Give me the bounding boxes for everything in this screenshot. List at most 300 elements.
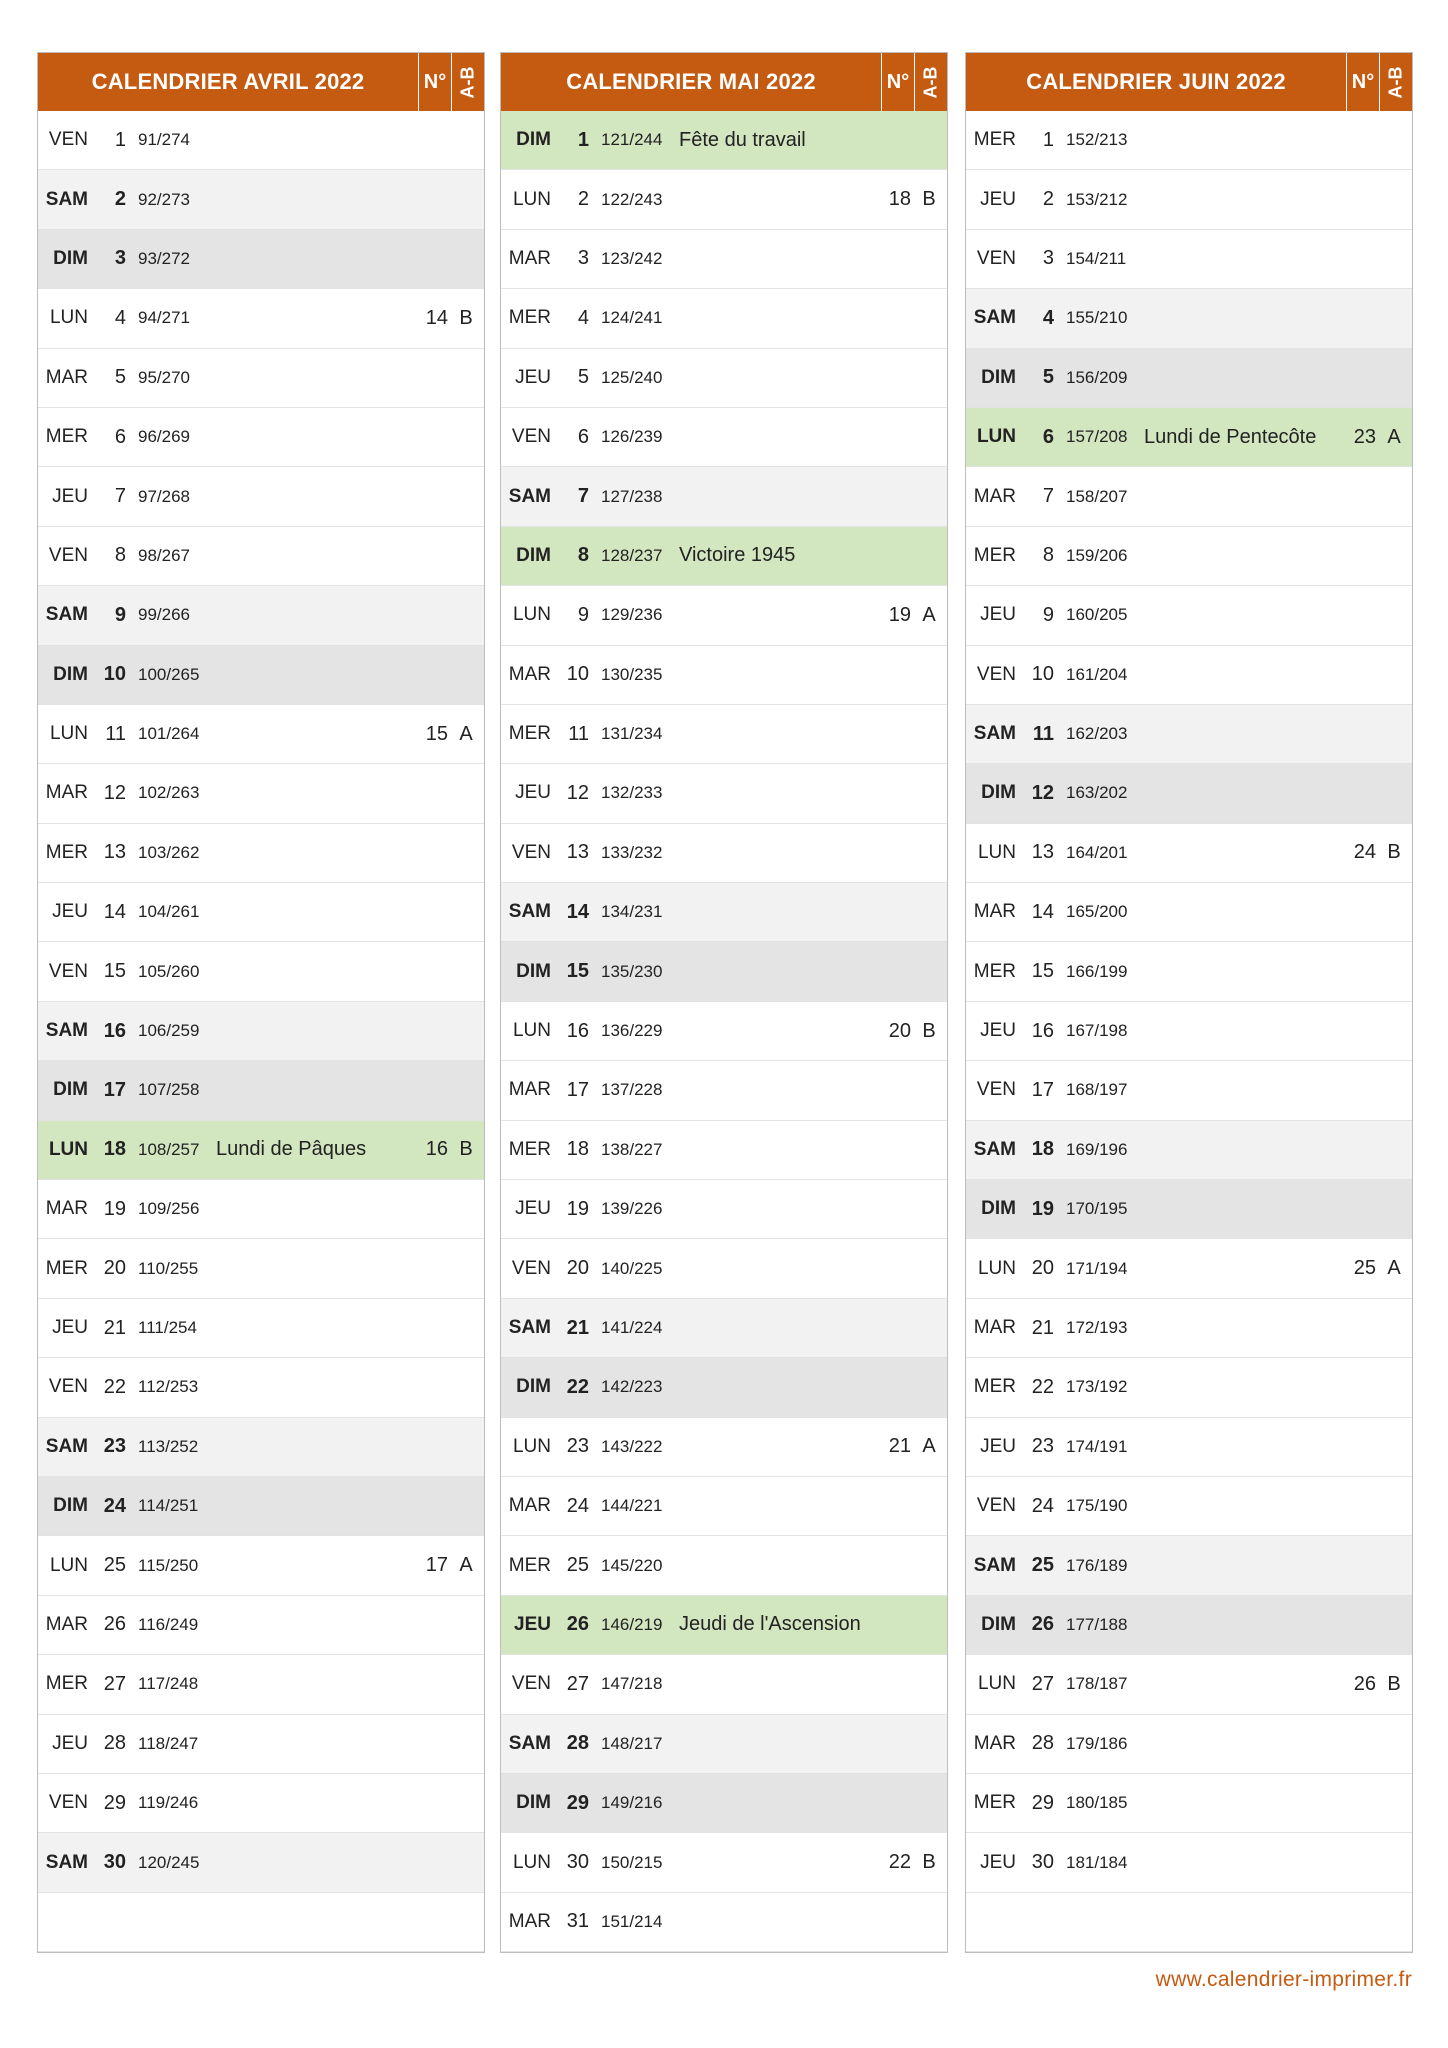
day-of-week: DIM: [53, 1495, 88, 1517]
day-row: [966, 467, 1412, 526]
day-number: 28: [566, 1732, 589, 1755]
day-of-week: SAM: [508, 1732, 551, 1754]
week-number: 17: [425, 1554, 448, 1577]
day-row: [38, 1418, 484, 1477]
day-of-week: SAM: [973, 1554, 1016, 1576]
event-label: Victoire 1945: [679, 544, 796, 567]
day-of-week: MAR: [508, 247, 551, 269]
day-of-year: 132/233: [601, 783, 663, 803]
day-row: [38, 764, 484, 823]
day-of-year: 122/243: [601, 189, 663, 209]
day-of-week: VEN: [976, 1495, 1016, 1517]
day-of-year: 179/186: [1066, 1733, 1128, 1753]
ab-week: B: [1387, 841, 1401, 864]
day-of-year: 178/187: [1066, 1674, 1128, 1694]
ab-week: A: [922, 1435, 936, 1458]
day-number: 30: [1031, 1851, 1054, 1874]
day-number: 18: [566, 1138, 589, 1161]
week-number: 22: [888, 1851, 911, 1874]
day-number: 27: [1031, 1672, 1054, 1695]
day-of-week: DIM: [981, 366, 1016, 388]
day-row: [38, 170, 484, 229]
day-row: [38, 1596, 484, 1655]
day-of-week: MER: [508, 307, 551, 329]
day-row: [966, 1774, 1412, 1833]
day-of-year: 129/236: [601, 605, 663, 625]
day-of-year: 91/274: [138, 130, 190, 150]
day-row: [966, 1477, 1412, 1536]
day-row: [966, 1715, 1412, 1774]
month-title: CALENDRIER AVRIL 2022: [91, 69, 365, 94]
day-row: [501, 1180, 947, 1239]
day-of-year: 153/212: [1066, 189, 1128, 209]
day-row: [501, 1002, 947, 1061]
day-of-year: 159/206: [1066, 545, 1128, 565]
day-number: 9: [577, 603, 589, 626]
day-of-year: 155/210: [1066, 308, 1128, 328]
day-row: [966, 1121, 1412, 1180]
day-of-week: VEN: [511, 1257, 551, 1279]
day-row: [966, 1418, 1412, 1477]
day-of-week: VEN: [48, 1792, 88, 1814]
day-row: [38, 1655, 484, 1714]
day-of-week: JEU: [52, 901, 88, 923]
day-number: 27: [566, 1672, 589, 1695]
day-number: 2: [114, 188, 126, 211]
day-row: [38, 1715, 484, 1774]
day-number: 24: [566, 1494, 589, 1517]
day-of-week: JEU: [52, 485, 88, 507]
day-of-year: 160/205: [1066, 605, 1128, 625]
day-of-year: 137/228: [601, 1080, 663, 1100]
day-number: 15: [103, 960, 126, 983]
week-number: 19: [888, 603, 911, 626]
day-of-week: MER: [45, 1257, 88, 1279]
day-row: [501, 1121, 947, 1180]
day-row: [966, 527, 1412, 586]
day-of-week: JEU: [980, 188, 1016, 210]
day-of-week: JEU: [515, 782, 551, 804]
ab-week: B: [922, 1851, 936, 1874]
day-of-year: 97/268: [138, 486, 190, 506]
day-row: [38, 1833, 484, 1892]
day-of-week: SAM: [508, 1317, 551, 1338]
day-of-week: MER: [508, 1138, 551, 1160]
day-row: [501, 230, 947, 289]
day-of-week: SAM: [973, 723, 1016, 745]
day-number: 16: [566, 1019, 589, 1042]
day-of-year: 131/234: [601, 724, 663, 744]
day-of-week: MAR: [508, 1910, 551, 1932]
day-of-year: 117/248: [138, 1674, 199, 1694]
day-of-week: LUN: [512, 604, 551, 626]
day-number: 17: [566, 1078, 589, 1101]
day-row: [38, 408, 484, 467]
day-of-week: LUN: [977, 841, 1016, 863]
day-of-week: VEN: [511, 426, 551, 448]
ab-week-header-label: A-B: [457, 66, 478, 98]
day-of-year: 114/251: [138, 1496, 199, 1516]
day-row: [966, 170, 1412, 229]
day-row: [38, 467, 484, 526]
day-of-year: 138/227: [601, 1139, 663, 1159]
day-row: [501, 1715, 947, 1774]
day-of-year: 167/198: [1066, 1021, 1128, 1041]
day-of-year: 121/244: [601, 130, 663, 150]
day-row: [38, 1536, 484, 1595]
day-of-year: 150/215: [601, 1852, 663, 1872]
day-row: [501, 467, 947, 526]
day-number: 21: [103, 1316, 126, 1339]
day-of-year: 92/273: [138, 189, 190, 209]
day-number: 6: [577, 425, 589, 448]
week-number: 16: [425, 1138, 448, 1161]
day-of-week: LUN: [512, 188, 551, 210]
day-row: [966, 1833, 1412, 1892]
day-number: 4: [1042, 306, 1054, 329]
day-row: [501, 1774, 947, 1833]
day-number: 15: [566, 960, 589, 983]
ab-week-header: [914, 53, 947, 111]
day-of-week: DIM: [981, 782, 1016, 804]
day-number: 14: [566, 900, 589, 923]
day-of-week: LUN: [49, 307, 88, 329]
day-of-week: SAM: [508, 485, 551, 507]
day-of-year: 140/225: [601, 1258, 663, 1278]
day-number: 12: [1031, 781, 1054, 804]
ab-week-header-label: A-B: [920, 66, 941, 98]
day-of-week: VEN: [48, 544, 88, 566]
day-row: [966, 1893, 1412, 1952]
day-of-week: SAM: [973, 1138, 1016, 1160]
day-of-week: VEN: [48, 129, 88, 151]
week-number: 20: [888, 1019, 911, 1042]
day-row: [966, 764, 1412, 823]
week-number-header: N°: [1346, 53, 1379, 111]
day-row: [966, 1002, 1412, 1061]
month-june: [965, 52, 1413, 1953]
ab-week: B: [459, 1138, 473, 1161]
day-row: [966, 942, 1412, 1001]
day-number: 11: [105, 722, 126, 745]
day-rows: [966, 111, 1412, 1952]
day-of-week: MAR: [45, 1198, 88, 1220]
day-number: 9: [1042, 603, 1054, 626]
day-of-year: 145/220: [601, 1555, 663, 1575]
day-number: 4: [114, 306, 126, 329]
day-number: 7: [114, 485, 126, 508]
ab-week: A: [459, 1554, 473, 1577]
day-of-year: 99/266: [138, 605, 190, 625]
day-row: [501, 527, 947, 586]
day-of-year: 103/262: [138, 842, 200, 862]
day-of-year: 163/202: [1066, 783, 1128, 803]
day-of-year: 133/232: [601, 842, 663, 862]
ab-week: B: [1387, 1672, 1401, 1695]
day-of-week: MAR: [973, 1317, 1016, 1338]
day-of-week: LUN: [977, 1257, 1016, 1279]
day-of-week: DIM: [53, 663, 88, 685]
day-of-week: MER: [973, 1792, 1016, 1814]
week-number-header: N°: [881, 53, 914, 111]
day-of-year: 111/254: [138, 1318, 197, 1337]
day-of-year: 161/204: [1066, 664, 1128, 684]
day-row: [38, 527, 484, 586]
day-row: [501, 1596, 947, 1655]
day-number: 10: [103, 663, 126, 686]
day-number: 20: [103, 1257, 126, 1280]
day-of-week: MAR: [508, 663, 551, 685]
day-of-week: SAM: [508, 901, 551, 923]
day-row: [501, 349, 947, 408]
week-number: 23: [1353, 425, 1376, 448]
day-of-week: VEN: [976, 247, 1016, 269]
day-of-year: 174/191: [1066, 1436, 1128, 1456]
day-number: 2: [577, 188, 589, 211]
day-of-week: VEN: [511, 1673, 551, 1695]
day-rows: [38, 111, 484, 1952]
day-of-week: SAM: [45, 188, 88, 210]
day-row: [38, 883, 484, 942]
day-of-week: JEU: [52, 1732, 88, 1754]
day-of-week: SAM: [45, 1851, 88, 1873]
day-of-week: DIM: [53, 1079, 88, 1101]
day-number: 23: [103, 1435, 126, 1458]
week-number: 15: [425, 722, 448, 745]
day-of-year: 170/195: [1066, 1199, 1128, 1219]
day-row: [38, 1002, 484, 1061]
day-number: 22: [566, 1375, 589, 1398]
day-row: [501, 646, 947, 705]
day-row: [966, 349, 1412, 408]
day-of-year: 157/208: [1066, 427, 1128, 447]
day-number: 1: [1042, 128, 1054, 151]
ab-week-header: [1379, 53, 1412, 111]
day-row: [966, 230, 1412, 289]
day-row: [38, 1477, 484, 1536]
day-of-year: 156/209: [1066, 367, 1128, 387]
day-number: 30: [103, 1851, 126, 1874]
day-row: [501, 764, 947, 823]
day-of-year: 175/190: [1066, 1496, 1128, 1516]
day-number: 21: [566, 1316, 589, 1339]
day-of-year: 119/246: [138, 1793, 199, 1813]
day-row: [501, 1833, 947, 1892]
day-of-year: 98/267: [138, 545, 190, 565]
day-number: 14: [1031, 900, 1054, 923]
day-row: [501, 289, 947, 348]
day-of-week: MAR: [508, 1079, 551, 1101]
day-of-year: 104/261: [138, 902, 200, 922]
day-of-year: 162/203: [1066, 724, 1128, 744]
day-number: 13: [1031, 841, 1054, 864]
day-row: [501, 1061, 947, 1120]
day-row: [38, 1121, 484, 1180]
day-of-week: DIM: [516, 960, 551, 982]
day-number: 5: [114, 366, 126, 389]
day-number: 10: [1031, 663, 1054, 686]
day-of-year: 101/264: [138, 724, 200, 744]
ab-week-header: [451, 53, 484, 111]
day-row: [501, 1655, 947, 1714]
event-label: Lundi de Pentecôte: [1144, 425, 1317, 448]
day-of-week: LUN: [48, 1138, 88, 1160]
day-number: 3: [114, 247, 126, 270]
day-row: [966, 1536, 1412, 1595]
day-of-year: 151/214: [601, 1911, 663, 1931]
day-number: 7: [577, 485, 589, 508]
day-of-week: MAR: [45, 1613, 88, 1635]
day-of-year: 124/241: [601, 308, 663, 328]
day-of-year: 118/247: [138, 1733, 199, 1753]
day-of-year: 100/265: [138, 664, 200, 684]
day-row: [966, 586, 1412, 645]
day-number: 14: [103, 900, 126, 923]
day-of-year: 116/249: [138, 1614, 199, 1634]
day-row: [38, 230, 484, 289]
month-title: CALENDRIER MAI 2022: [566, 69, 816, 94]
day-row: [38, 1239, 484, 1298]
event-label: Fête du travail: [679, 128, 806, 151]
day-row: [966, 111, 1412, 170]
day-number: 22: [103, 1375, 126, 1398]
day-row: [38, 942, 484, 1001]
day-of-year: 143/222: [601, 1436, 663, 1456]
day-number: 5: [1042, 366, 1054, 389]
day-of-week: VEN: [48, 1376, 88, 1398]
day-of-year: 165/200: [1066, 902, 1128, 922]
day-of-year: 181/184: [1066, 1852, 1128, 1872]
ab-week: B: [922, 188, 936, 211]
day-of-week: VEN: [976, 663, 1016, 685]
day-of-year: 158/207: [1066, 486, 1128, 506]
day-of-week: MAR: [973, 901, 1016, 923]
day-row: [38, 289, 484, 348]
day-of-week: SAM: [45, 1020, 88, 1042]
ab-week: B: [922, 1019, 936, 1042]
day-row: [38, 1358, 484, 1417]
day-row: [966, 1596, 1412, 1655]
day-number: 6: [1042, 425, 1054, 448]
day-of-year: 146/219: [601, 1614, 663, 1634]
month-header: [966, 53, 1412, 111]
day-of-year: 105/260: [138, 961, 200, 981]
day-number: 26: [566, 1613, 589, 1636]
month-april: [37, 52, 485, 1953]
day-number: 8: [1042, 544, 1054, 567]
day-number: 4: [577, 306, 589, 329]
month-title: CALENDRIER JUIN 2022: [1026, 69, 1286, 94]
day-number: 1: [577, 128, 589, 151]
day-of-week: JEU: [515, 366, 551, 388]
day-of-year: 147/218: [601, 1674, 663, 1694]
day-of-week: DIM: [53, 247, 88, 269]
day-of-year: 134/231: [601, 902, 663, 922]
day-of-year: 144/221: [601, 1496, 663, 1516]
day-number: 2: [1042, 188, 1054, 211]
day-of-week: VEN: [48, 960, 88, 982]
day-rows: [501, 111, 947, 1952]
day-of-year: 180/185: [1066, 1793, 1128, 1813]
day-number: 30: [566, 1851, 589, 1874]
day-of-year: 107/258: [138, 1080, 200, 1100]
day-of-year: 106/259: [138, 1021, 200, 1041]
day-of-year: 172/193: [1066, 1318, 1128, 1337]
day-of-week: MER: [45, 426, 88, 448]
day-of-year: 96/269: [138, 427, 190, 447]
week-number: 18: [888, 188, 911, 211]
day-row: [966, 1061, 1412, 1120]
day-number: 8: [577, 544, 589, 567]
day-number: 3: [577, 247, 589, 270]
day-of-week: MER: [973, 960, 1016, 982]
day-number: 10: [566, 663, 589, 686]
ab-week: A: [1387, 425, 1401, 448]
day-of-year: 93/272: [138, 248, 190, 268]
day-number: 17: [1031, 1078, 1054, 1101]
day-of-week: JEU: [52, 1317, 88, 1338]
day-row: [501, 824, 947, 883]
day-number: 25: [103, 1554, 126, 1577]
day-of-year: 171/194: [1066, 1258, 1128, 1278]
day-row: [38, 111, 484, 170]
day-of-year: 148/217: [601, 1733, 663, 1753]
day-number: 12: [103, 781, 126, 804]
day-row: [501, 883, 947, 942]
day-number: 18: [1031, 1138, 1054, 1161]
day-of-week: LUN: [49, 723, 88, 745]
day-row: [966, 1239, 1412, 1298]
day-of-week: MAR: [45, 366, 88, 388]
day-of-week: DIM: [516, 1792, 551, 1814]
day-of-year: 135/230: [601, 961, 663, 981]
day-of-week: JEU: [980, 1020, 1016, 1042]
day-of-year: 95/270: [138, 367, 190, 387]
day-number: 19: [103, 1197, 126, 1220]
day-number: 23: [1031, 1435, 1054, 1458]
day-row: [966, 883, 1412, 942]
day-of-week: MER: [973, 1376, 1016, 1398]
ab-week: A: [1387, 1257, 1401, 1280]
day-of-year: 168/197: [1066, 1080, 1128, 1100]
day-of-year: 126/239: [601, 427, 663, 447]
day-number: 25: [566, 1554, 589, 1577]
month-may: [500, 52, 948, 1953]
day-number: 19: [566, 1197, 589, 1220]
day-of-week: MER: [508, 1554, 551, 1576]
day-row: [38, 349, 484, 408]
day-row: [501, 111, 947, 170]
day-of-week: SAM: [45, 604, 88, 626]
day-of-week: JEU: [980, 1435, 1016, 1457]
day-number: 24: [103, 1494, 126, 1517]
day-of-year: 120/245: [138, 1852, 200, 1872]
ab-week: A: [459, 722, 473, 745]
day-of-week: JEU: [515, 1198, 551, 1220]
day-number: 16: [1031, 1019, 1054, 1042]
day-row: [966, 408, 1412, 467]
footer-website-link[interactable]: www.calendrier-imprimer.fr: [1155, 1968, 1412, 1991]
day-of-year: 125/240: [601, 367, 663, 387]
day-of-week: LUN: [512, 1435, 551, 1457]
day-number: 20: [566, 1257, 589, 1280]
day-number: 3: [1042, 247, 1054, 270]
day-of-year: 173/192: [1066, 1377, 1128, 1397]
day-row: [501, 1418, 947, 1477]
day-row: [966, 1358, 1412, 1417]
day-of-week: SAM: [45, 1435, 88, 1457]
day-of-year: 109/256: [138, 1199, 200, 1219]
